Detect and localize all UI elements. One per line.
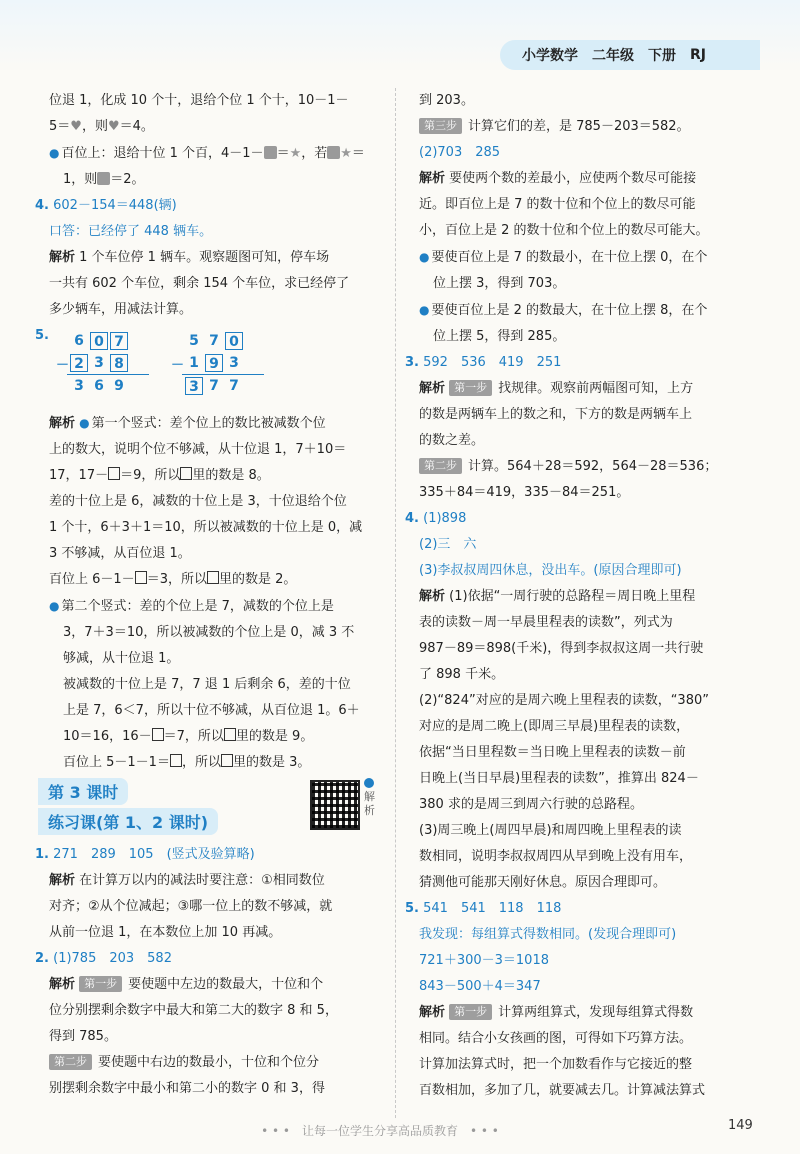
analysis-line: 得到 785。 — [49, 1029, 117, 1044]
text-line: ● 百位上：退给十位 1 个百，4－1－ ＝★，若 ★＝ — [49, 146, 365, 161]
step-badge: 第三步 — [419, 118, 462, 134]
analysis-line: 位分别摆剩余数字中最大和第二大的数字 8 和 5， — [49, 1003, 338, 1018]
bullet-icon: ● — [49, 599, 60, 613]
grade-label: 二年级 — [592, 48, 634, 64]
square-icon — [264, 146, 277, 159]
qr-label: 解析 — [364, 790, 375, 817]
analysis-line: 上的数大，说明个位不够减，从十位退 1，7＋10＝ — [49, 442, 347, 457]
analysis-line: 10＝16，16－ ＝7，所以 里的数是 9。 — [63, 729, 314, 744]
analysis-line: 百数相加，多加了几，就要减去几。计算减法算式 — [419, 1083, 706, 1098]
analysis-line: 百位上 5－1－1＝ ，所以 里的数是 3。 — [63, 755, 311, 770]
analysis-line: 17，17－ ＝9，所以 里的数是 8。 — [49, 468, 270, 483]
answer-line: 我发现：每组算式得数相同。(发现合理即可) — [419, 927, 677, 942]
analysis-line: 差的十位上是 6，减数的十位上是 3，十位退给个位 — [49, 494, 347, 509]
star-icon: ★ — [340, 146, 352, 161]
analysis-line: 够减，从十位退 1。 — [63, 651, 180, 666]
answer-line: (2)三 六 — [419, 537, 477, 552]
analysis-line: ● 第二个竖式：差的个位上是 7，减数的个位上是 — [49, 599, 334, 614]
step-badge: 第一步 — [449, 1004, 492, 1020]
bullet-icon: ● — [49, 146, 60, 160]
analysis-line: 解析 在计算万以内的减法时要注意：①相同数位 — [49, 873, 325, 888]
square-icon — [97, 172, 110, 185]
analysis-line: 计算加法算式时，把一个加数看作与它接近的整 — [419, 1057, 693, 1072]
right-column — [405, 88, 760, 1104]
answer-line: (3)李叔叔周四休息，没出车。(原因合理即可) — [419, 563, 682, 578]
bullet-icon: ● — [79, 416, 90, 430]
heart-icon: ♥ — [70, 119, 82, 134]
analysis-line: 被减数的十位上是 7，7 退 1 后剩余 6，差的十位 — [63, 677, 351, 692]
analysis-line: 解析 第一步 计算两组算式，发现每组算式得数 — [419, 1005, 694, 1020]
column-divider — [395, 88, 396, 1118]
analysis-line: 3 不够减，从百位退 1。 — [49, 546, 191, 561]
analysis-line: 表的读数－周一早晨里程表的读数”，列式为 — [419, 615, 673, 630]
subject-label: 小学数学 — [522, 48, 578, 64]
analysis-line: 一共有 602 个车位，剩余 154 个车位，求已经停了 — [49, 276, 350, 291]
vertical-subtraction-1: 6 0 7 － 2 3 8 3 6 9 — [55, 330, 149, 397]
step-badge: 第二步 — [49, 1054, 92, 1070]
analysis-line: 了 898 千米。 — [419, 667, 505, 682]
analysis-line: 第二步 计算。564＋28＝592，564－28＝536； — [405, 454, 760, 480]
book-header — [500, 40, 760, 70]
analysis-line: 解析 (1)依据“一周行驶的总路程＝周日晚上里程 — [419, 589, 696, 604]
analysis-line: 3，7＋3＝10，所以被减数的个位上是 0，减 3 不 — [63, 625, 355, 640]
analysis-line: 987－89＝898(千米)，得到李叔叔这周一共行驶 — [419, 641, 704, 656]
analysis-line: 第三步 计算它们的差，是 785－203＝582。 — [405, 114, 760, 140]
play-icon — [364, 778, 374, 788]
analysis-line: 解析 要使两个数的差最小，应使两个数尽可能接 — [419, 171, 697, 186]
left-exercise-block — [35, 842, 385, 1102]
analysis-line: 解析 ● 第一个竖式：差个位上的数比被减数个位 — [49, 416, 326, 431]
star-icon: ★ — [289, 146, 302, 161]
analysis-line: 多少辆车，用减法计算。 — [49, 302, 193, 317]
qr-code-icon[interactable] — [310, 780, 360, 830]
analysis-line: 近。即百位上是 7 的数十位和个位上的数尽可能 — [419, 197, 696, 212]
bullet-icon: ● — [419, 250, 430, 264]
analysis-line: 依据“当日里程数＝当日晚上里程表的读数－前 — [419, 745, 686, 760]
footer-slogan: • • • 让每一位学生分享高品质教育 • • • — [261, 1124, 499, 1138]
text-line: 位退 1，化成 10 个十，退给个位 1 个十，10－1－ — [49, 93, 349, 108]
analysis-line: 解析 第一步 找规律。观察前两幅图可知，上方 — [419, 381, 694, 396]
analysis-line: ● 要使百位上是 2 的数最大，在十位上摆 8，在个 — [419, 303, 708, 318]
answer-line: 5. 541 541 118 118 — [405, 901, 562, 916]
step-badge: 第一步 — [449, 380, 492, 396]
analysis-line: 数相同，说明李叔叔周四从早到晚上没有用车， — [419, 849, 693, 864]
analysis-line: 小，百位上是 2 的数十位和个位上的数尽可能大。 — [419, 223, 709, 238]
analysis-line: 对齐；②从个位减起；③哪一位上的数不够减，就 — [49, 899, 333, 914]
answer-line: 4. 602－154＝448(辆) — [35, 198, 177, 213]
answer-line: 843－500＋4＝347 — [419, 979, 541, 994]
answer-line: 5. — [35, 328, 49, 343]
analysis-line: 位上摆 3，得到 703。 — [433, 276, 566, 291]
analysis-line: 解析 第一步 要使题中左边的数最大，十位和个 — [49, 977, 324, 992]
bullet-icon: ● — [419, 303, 430, 317]
heart-icon: ♥ — [107, 119, 120, 134]
lesson-number: 第 3 课时 — [38, 778, 128, 805]
answer-line: 3. 592 536 419 251 — [405, 355, 562, 370]
analysis-line: 百位上 6－1－ ＝3，所以 里的数是 2。 — [49, 572, 297, 587]
analysis-line: 上是 7，6＜7，所以十位不够减，从百位退 1。6＋ — [63, 703, 360, 718]
analysis-line: 猜测他可能那天刚好休息。原因合理即可。 — [419, 875, 667, 890]
analysis-line: (3)周三晚上(周四早晨)和周四晚上里程表的读 — [419, 823, 682, 838]
step-badge: 第二步 — [419, 458, 462, 474]
analysis-line: 相同。结合小女孩画的图，可得如下巧算方法。 — [419, 1031, 693, 1046]
analysis-line: 的数之差。 — [419, 433, 485, 448]
left-column — [35, 88, 385, 349]
left-analysis-block — [35, 410, 385, 776]
answer-line: 口答：已经停了 448 辆车。 — [49, 224, 213, 239]
text-line: 5＝♥，则♥＝4。 — [49, 119, 154, 134]
page-number: 149 — [728, 1118, 753, 1133]
analysis-line: 日晚上(当日早晨)里程表的读数”，推算出 824－ — [419, 771, 699, 786]
text-line: 1，则 ＝2。 — [63, 172, 145, 187]
answer-line: 2. (1)785 203 582 — [35, 951, 172, 966]
edition-label: RJ — [690, 47, 706, 63]
analysis-line: 第二步 要使题中右边的数最小，十位和个位分 — [35, 1050, 385, 1076]
analysis-line: 1 个十，6＋3＋1＝10，所以被减数的十位上是 0，减 — [49, 520, 363, 535]
step-badge: 第一步 — [79, 976, 122, 992]
analysis-line: 到 203。 — [419, 93, 474, 108]
square-icon — [327, 146, 340, 159]
analysis-line: 从前一位退 1，在本数位上加 10 再减。 — [49, 925, 282, 940]
answer-line: (2)703 285 — [419, 145, 501, 160]
analysis-line: 别摆剩余数字中最小和第二小的数字 0 和 3，得 — [49, 1081, 325, 1096]
answer-line: 4. (1)898 — [405, 511, 467, 526]
analysis-line: 对应的是周二晚上(即周三早晨)里程表的读数， — [419, 719, 690, 734]
analysis-line: (2)“824”对应的是周六晚上里程表的读数，“380” — [419, 693, 709, 708]
analysis-line: ● 要使百位上是 7 的数最小，在十位上摆 0，在个 — [419, 250, 708, 265]
vertical-subtraction-2: 5 7 0 － 1 9 3 3 7 7 — [170, 330, 264, 397]
analysis-line: 335＋84＝419，335－84＝251。 — [419, 485, 630, 500]
lesson-title: 练习课(第 1、2 课时) — [38, 808, 218, 835]
answer-line: 721＋300－3＝1018 — [419, 953, 549, 968]
analysis-line: 位上摆 5，得到 285。 — [433, 329, 566, 344]
volume-label: 下册 — [648, 48, 676, 64]
analysis-line: 解析 1 个车位停 1 辆车。观察题图可知，停车场 — [49, 250, 330, 265]
analysis-line: 的数是两辆车上的数之和，下方的数是两辆车上 — [419, 407, 693, 422]
answer-line: 1. 271 289 105 (竖式及验算略) — [35, 847, 255, 862]
analysis-line: 380 求的是周三到周六行驶的总路程。 — [419, 797, 643, 812]
